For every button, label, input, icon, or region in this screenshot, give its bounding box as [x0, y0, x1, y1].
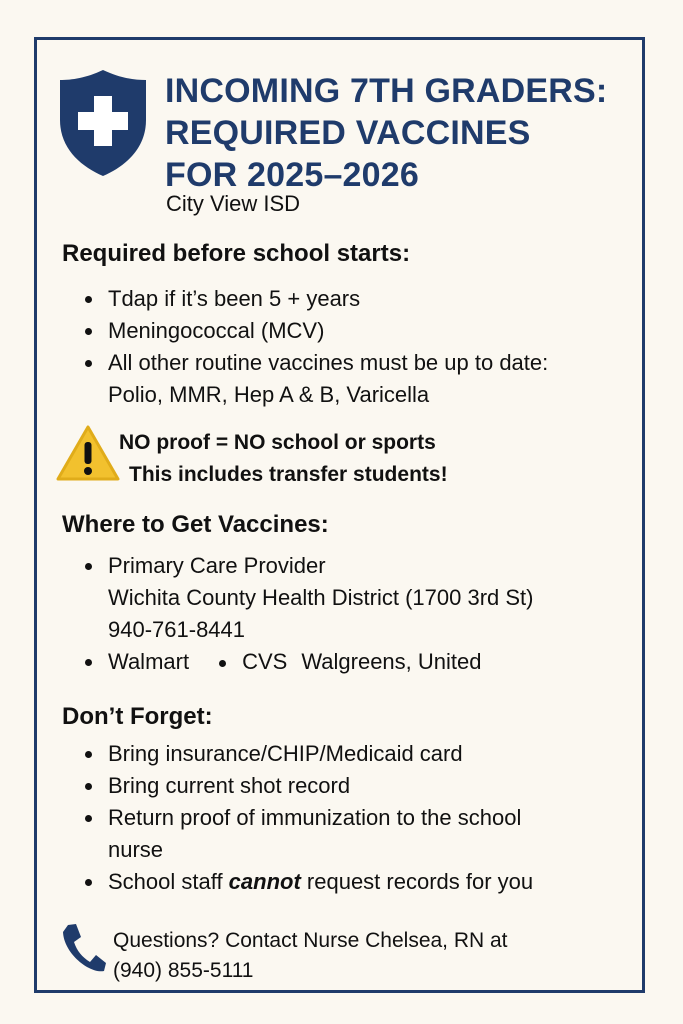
staff-text-post: request records for you	[300, 869, 534, 894]
district-name: City View ISD	[166, 191, 301, 216]
title-line-1: INCOMING 7TH GRADERS:	[165, 72, 608, 110]
list-item-continuation: Polio, MMR, Hep A & B, Varicella	[108, 382, 430, 407]
list-item: Return proof of immunization to the school	[62, 802, 533, 834]
list-item: Tdap if it’s been 5 + years	[62, 283, 548, 315]
staff-text-emphasis: cannot	[228, 869, 301, 894]
list-item: All other routine vaccines must be up to date:	[62, 347, 548, 379]
store-cvs: CVS	[242, 649, 288, 674]
list-item: Bring current shot record	[62, 770, 533, 802]
bullet-dot	[219, 660, 226, 667]
staff-text-pre: School staff	[108, 869, 229, 894]
warning-icon	[56, 424, 120, 482]
list-item: Meningococcal (MCV)	[62, 315, 548, 347]
warning-line-1: NO proof = NO school or sports	[119, 431, 436, 454]
list-item-continuation: 940-761-8441	[108, 617, 246, 642]
store-walgreens-united: Walgreens, United	[301, 649, 482, 674]
warning-line-2: This includes transfer students!	[129, 463, 448, 486]
list-item-continuation: nurse	[108, 837, 164, 862]
list-item-stores	[62, 646, 534, 678]
list-item: Bring insurance/CHIP/Medicaid card	[62, 738, 533, 770]
where-heading: Where to Get Vaccines:	[62, 511, 329, 538]
contact-line-1: Questions? Contact Nurse Chelsea, RN at	[113, 929, 508, 952]
forget-heading: Don’t Forget:	[62, 703, 213, 730]
title-line-2: REQUIRED VACCINES	[165, 114, 531, 152]
contact-phone-number: (940) 855-5111	[113, 959, 254, 982]
list-item-continuation: Wichita County Health District (1700 3rd St)	[108, 585, 534, 610]
phone-icon	[60, 922, 106, 974]
warning-message	[119, 427, 448, 491]
forget-list	[62, 738, 533, 898]
required-heading: Required before school starts:	[62, 240, 411, 267]
where-list	[62, 550, 534, 678]
page-title	[165, 70, 645, 196]
list-item	[62, 866, 533, 898]
list-item: Primary Care Provider	[62, 550, 534, 582]
title-line-3: FOR 2025–2026	[165, 156, 419, 194]
contact-info	[113, 926, 508, 986]
shield-cross-icon	[58, 66, 148, 178]
store-walmart: Walmart	[108, 649, 190, 674]
required-list	[62, 283, 548, 411]
